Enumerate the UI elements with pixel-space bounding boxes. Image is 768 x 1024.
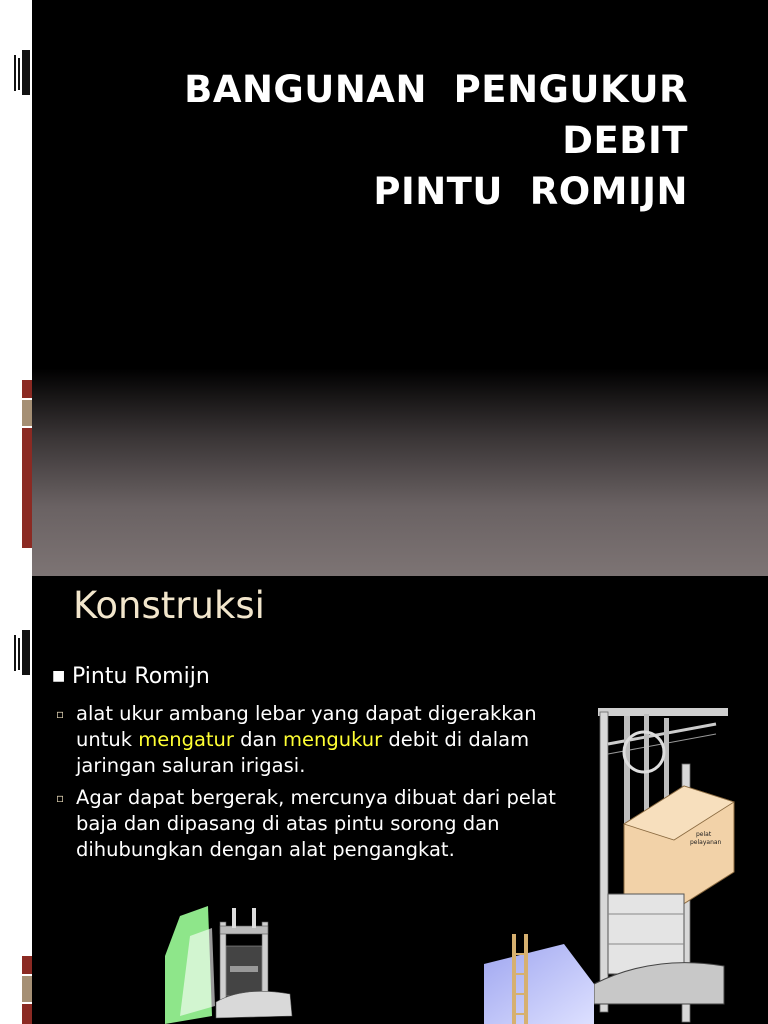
edge-color-swatches — [0, 380, 32, 570]
edge-color-swatches — [0, 956, 32, 1024]
slide-title — [184, 64, 688, 217]
highlighted-text: mengatur — [138, 728, 234, 751]
bullet-item — [52, 664, 210, 689]
edge-bars-decoration — [0, 50, 32, 95]
svg-text:pelayanan: pelayanan — [690, 839, 722, 846]
edge-bars-decoration — [0, 630, 32, 675]
hollow-square-bullet-icon: ▫ — [56, 791, 65, 805]
sub-bullet-text: Agar dapat bergerak, mercunya dibuat dari pelat baja dan dipasang di atas pintu sorong dan dihubungkan dengan alat pengangkat. — [76, 786, 556, 861]
content-slide — [0, 576, 768, 1024]
title-line-1: BANGUNAN PENGUKUR — [184, 68, 688, 111]
romijn-gate-small-drawing — [160, 906, 300, 1024]
title-line-3: PINTU ROMIJN — [373, 170, 688, 213]
text-run: debit di dalam jaringan saluran irigasi. — [76, 728, 530, 777]
bullet-text: Pintu Romijn — [72, 664, 210, 689]
hollow-square-bullet-icon: ▫ — [56, 707, 65, 721]
slide-heading: Konstruksi — [73, 584, 265, 627]
text-run: alat ukur ambang lebar yang dapat digerakkan untuk — [76, 702, 537, 751]
romijn-gate-drawing — [484, 704, 738, 1024]
square-bullet-icon: ■ — [52, 668, 66, 684]
text-run: dan — [233, 728, 284, 751]
sub-bullet-text — [76, 702, 537, 777]
svg-text:pelat: pelat — [696, 831, 712, 838]
title-line-2: DEBIT — [562, 119, 688, 162]
highlighted-text: mengukur — [283, 728, 383, 751]
